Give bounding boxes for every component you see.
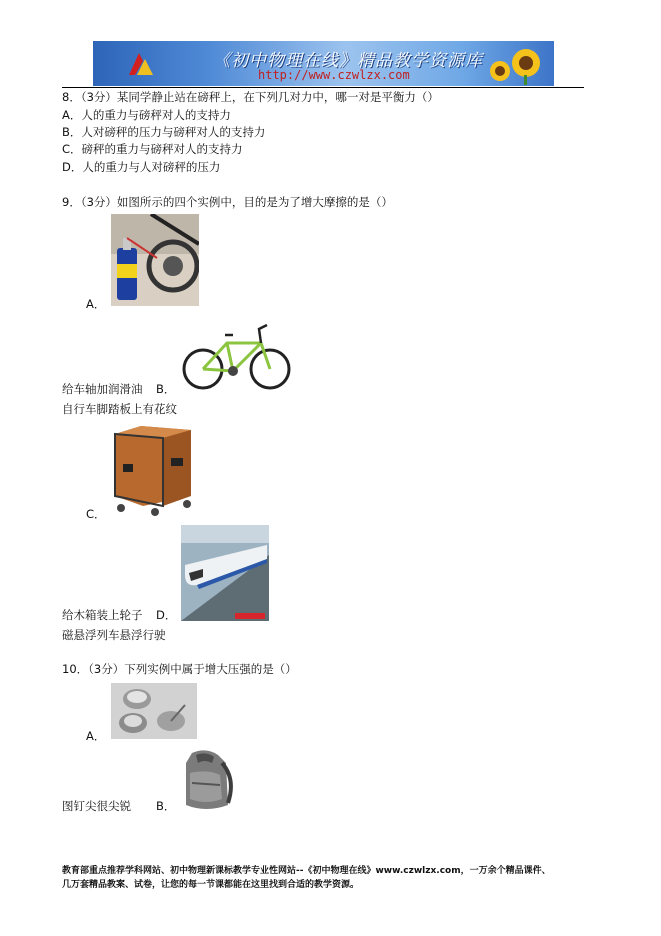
bike-axle-oil-image: [111, 214, 199, 306]
q9-option-a-caption: 给车轴加润滑油: [62, 382, 143, 396]
q9-stem: 9．（3分）如图所示的四个实例中，目的是为了增大摩擦的是（）: [62, 195, 393, 209]
backpack-image: [174, 749, 238, 813]
site-logo-icon: [123, 49, 157, 79]
footer-line-1: 教育部重点推荐学科网站、初中物理新课标教学专业性网站--《初中物理在线》www.czwlzx.com，一万余个精品课件、: [62, 866, 551, 876]
header-banner: [93, 41, 554, 86]
maglev-train-image: [181, 525, 269, 621]
q9-option-b-caption: 自行车脚踏板上有花纹: [62, 402, 177, 416]
banner-title: 《初中物理在线》精品教学资源库: [213, 51, 483, 71]
q10-option-a-letter: A．: [86, 729, 106, 743]
q8-option-d: D．人的重力与人对磅秤的压力: [62, 160, 221, 174]
q9-option-c-caption: 给木箱装上轮子: [62, 608, 143, 622]
q9-option-b-letter: B．: [156, 382, 176, 396]
banner-url[interactable]: http://www.czwlzx.com: [258, 68, 410, 82]
q9-option-c-letter: C．: [86, 507, 106, 521]
q8-stem: 8．（3分）某同学静止站在磅秤上，在下列几对力中，哪一对是平衡力（）: [62, 90, 439, 104]
q9-option-d-caption: 磁悬浮列车悬浮行驶: [62, 628, 166, 642]
q10-stem: 10．（3分）下列实例中属于增大压强的是（）: [62, 662, 297, 676]
q8-option-c: C．磅秤的重力与磅秤对人的支持力: [62, 142, 243, 156]
wooden-box-image: [111, 424, 195, 516]
footer-line-2: 几万套精品教案、试卷，让您的每一节课都能在这里找到合适的教学资源。: [62, 880, 360, 890]
q10-option-b-letter: B．: [156, 799, 176, 813]
q9-option-d-letter: D．: [156, 608, 177, 622]
q8-option-b: B．人对磅秤的压力与磅秤对人的支持力: [62, 125, 266, 139]
sunflower-icon: [486, 45, 546, 85]
q10-option-a-caption: 图钉尖很尖锐: [62, 799, 131, 813]
bicycle-image: [181, 319, 292, 392]
q9-option-a-letter: A．: [86, 297, 106, 311]
q8-option-a: A．人的重力与磅秤对人的支持力: [62, 108, 231, 122]
header-rule: [62, 87, 584, 88]
thumbtacks-image: [111, 683, 197, 739]
